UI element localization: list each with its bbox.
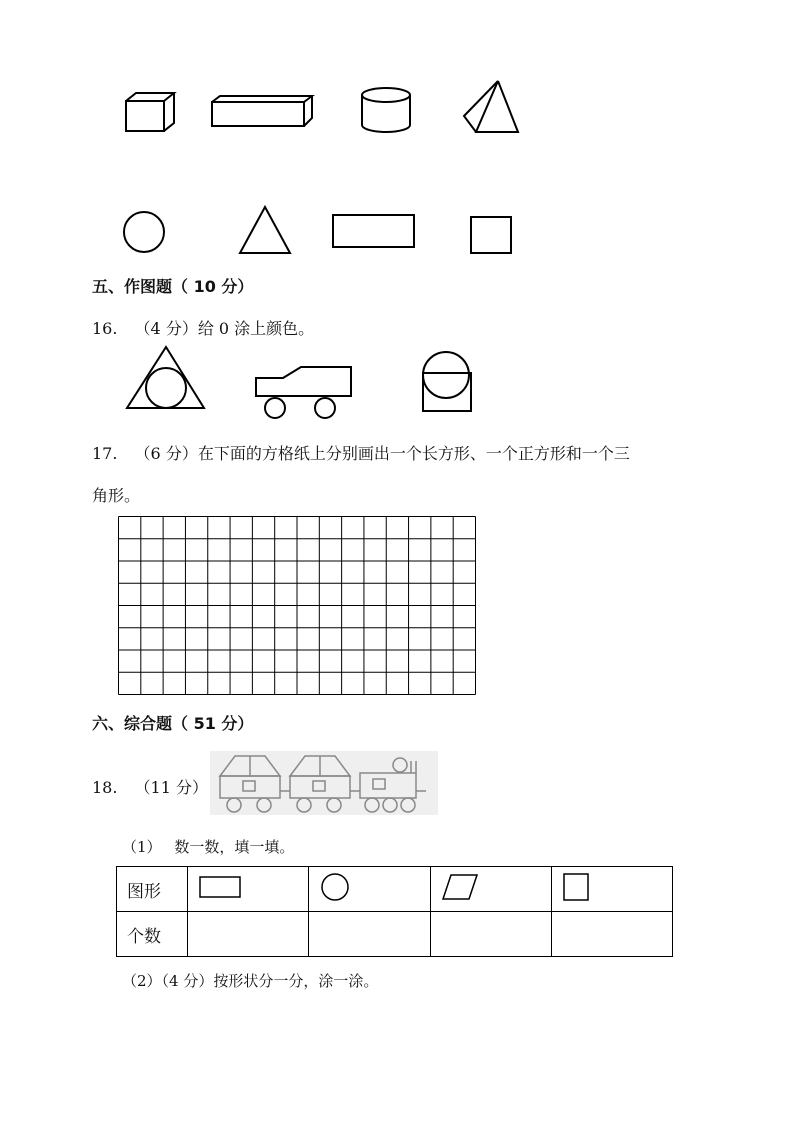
- square-icon: [469, 215, 515, 255]
- shape-cell-circle: [309, 867, 430, 912]
- shape-cell-rectangle: [188, 867, 309, 912]
- rectangle-icon: [198, 872, 258, 902]
- rectangle-icon: [331, 213, 417, 251]
- parallelogram-icon: [441, 872, 501, 902]
- shape-cell-square: [551, 867, 672, 912]
- section-5-title: 五、作图题（ 10 分）: [92, 277, 254, 296]
- triangle-with-circle-icon: [124, 344, 208, 412]
- q18-part2-points: （4 分）: [161, 972, 214, 990]
- triangle-icon: [236, 204, 294, 256]
- count-input-circle[interactable]: [309, 912, 430, 957]
- q18-part1-text: 数一数，填一填。: [174, 838, 295, 856]
- count-input-rectangle[interactable]: [188, 912, 309, 957]
- q18-number: 18.: [92, 778, 118, 797]
- table-row-counts: [117, 912, 673, 957]
- count-input-square[interactable]: [551, 912, 672, 957]
- q16-points: （4 分）: [134, 319, 198, 338]
- q16-number: 16.: [92, 319, 118, 338]
- circle-icon: [319, 872, 379, 902]
- q18-part2: [122, 970, 378, 991]
- train-drawing-icon: [210, 751, 438, 815]
- shape-count-table: [116, 866, 673, 957]
- q18-part2-label: （2）: [122, 972, 162, 990]
- circle-icon: [121, 209, 167, 255]
- question-17-line2: 角形。: [92, 486, 141, 505]
- shape-cell-parallelogram: [430, 867, 551, 912]
- q18-part1-label: （1）: [122, 838, 162, 856]
- question-16: [92, 316, 314, 339]
- question-17-line1: [92, 441, 630, 464]
- count-input-parallelogram[interactable]: [430, 912, 551, 957]
- circle-on-square-icon: [420, 349, 476, 415]
- q18-part1: [122, 836, 294, 857]
- q17-number: 17.: [92, 444, 118, 463]
- car-shape-icon: [253, 364, 355, 422]
- grid-paper[interactable]: [118, 516, 476, 695]
- q18-part2-text: 按形状分一分，涂一涂。: [213, 972, 379, 990]
- cylinder-icon: [360, 86, 416, 134]
- q16-text: 给 0 涂上颜色。: [197, 319, 315, 338]
- square-icon: [562, 872, 622, 902]
- row-header-shapes: 图形: [117, 867, 188, 912]
- q17-points: （6 分）: [134, 444, 198, 463]
- row-header-counts: 个数: [117, 912, 188, 957]
- train-picture: [210, 751, 438, 815]
- pyramid-icon: [462, 78, 522, 136]
- q18-points: （11 分）: [134, 778, 208, 797]
- table-row-shapes: [117, 867, 673, 912]
- cube-icon: [124, 91, 180, 135]
- cuboid-icon: [210, 94, 320, 130]
- question-18: [92, 775, 208, 798]
- q17-text: 在下面的方格纸上分别画出一个长方形、一个正方形和一个三: [197, 444, 630, 463]
- section-6-title: 六、综合题（ 51 分）: [92, 714, 254, 733]
